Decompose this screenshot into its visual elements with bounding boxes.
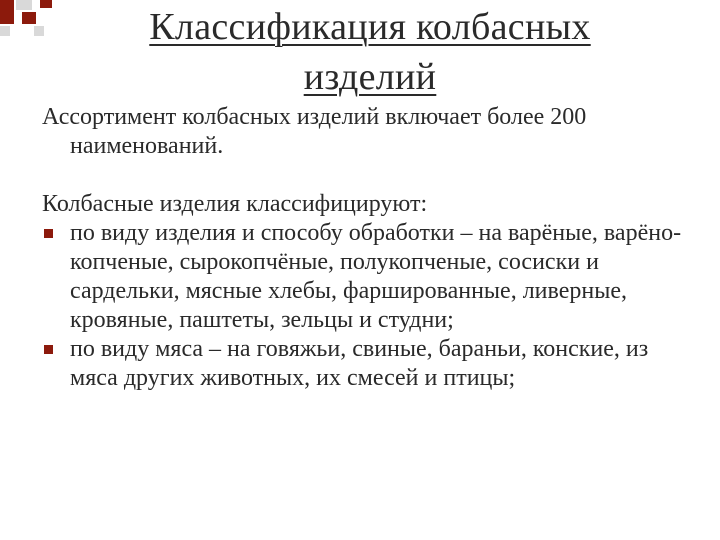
list-item [42, 335, 682, 393]
corner-square [0, 0, 14, 24]
corner-square [22, 12, 36, 24]
slide-body [42, 103, 682, 393]
square-bullet-icon [44, 345, 53, 354]
classification-list [42, 219, 682, 393]
lead-paragraph: Колбасные изделия классифицируют: [42, 191, 428, 217]
corner-square [34, 26, 44, 36]
square-bullet-icon [44, 229, 53, 238]
list-item-text: по виду мяса – на говяжьи, свиные, бараньи, конские, из мяса других животных, их смесей и птицы; [70, 336, 649, 391]
corner-square [40, 0, 52, 8]
corner-square [0, 26, 10, 36]
paragraph-spacer [42, 161, 682, 190]
slide-title: Классификация колбасных изделий [149, 6, 591, 98]
corner-decoration [0, 0, 60, 40]
list-item [42, 219, 682, 335]
corner-square [16, 0, 32, 10]
intro-paragraph: Ассортимент колбасных изделий включает более 200 наименований. [42, 104, 587, 159]
list-item-text: по виду изделия и способу обработки – на варёные, варёно-копченые, сырокопчёные, полукопченые, сосиски и сардельки, мясные хлебы, фаршированные, ливерные, кровяные, паштеты, зельцы и студни; [70, 220, 682, 333]
